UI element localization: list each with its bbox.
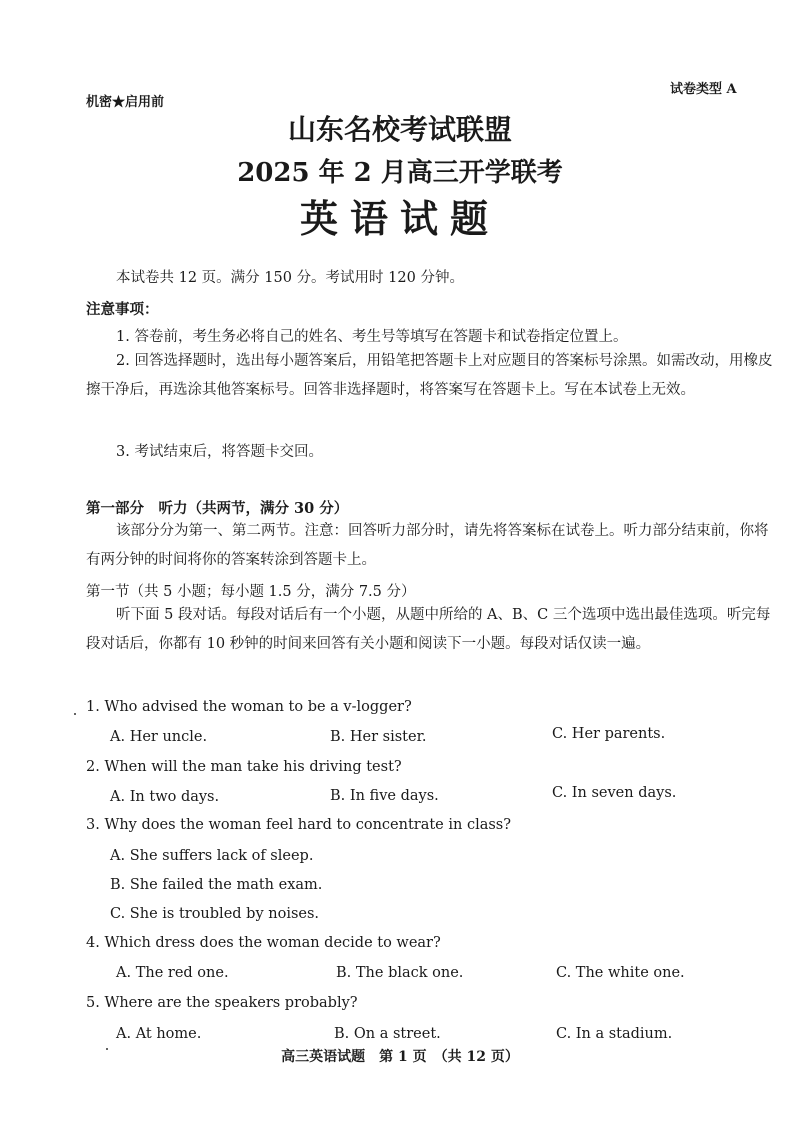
paper-type-label: 试卷类型 A bbox=[670, 82, 737, 97]
question-3: 3. Why does the woman feel hard to concentrate in class? bbox=[86, 817, 512, 833]
q4-option-a: A. The red one. bbox=[116, 965, 229, 981]
page-footer: 高三英语试题 第 1 页 （共 12 页） bbox=[281, 1049, 519, 1065]
question-1: 1. Who advised the woman to be a v-logger? bbox=[86, 699, 412, 715]
q5-option-a: A. At home. bbox=[116, 1026, 202, 1042]
q5-option-b: B. On a street. bbox=[334, 1026, 441, 1042]
section1-description: 听下面 5 段对话。每段对话后有一个小题，从题中所给的 A、B、C 三个选项中选出最佳选项。听完每段对话后，你都有 10 秒钟的时间来回答有关小题和阅读下一小题。每段对话仅读一遍。 bbox=[86, 607, 771, 652]
notes-heading: 注意事项： bbox=[86, 301, 159, 318]
scan-speck bbox=[106, 1048, 108, 1050]
question-4: 4. Which dress does the woman decide to wear? bbox=[86, 935, 441, 951]
note-item-1: 1. 答卷前，考生务必将自己的姓名、考生号等填写在答题卡和试卷指定位置上。 bbox=[116, 329, 628, 345]
scan-speck bbox=[74, 713, 76, 715]
note-item-3: 3. 考试结束后，将答题卡交回。 bbox=[116, 444, 323, 460]
question-5: 5. Where are the speakers probably? bbox=[86, 995, 358, 1011]
q2-option-b: B. In five days. bbox=[330, 788, 439, 804]
q3-option-b: B. She failed the math exam. bbox=[110, 877, 323, 893]
q1-option-c: C. Her parents. bbox=[552, 726, 666, 742]
note-item-2: 2. 回答选择题时，选出每小题答案后，用铅笔把答题卡上对应题目的答案标号涂黑。如需改动，用橡皮擦干净后，再选涂其他答案标号。回答非选择题时，将答案写在答题卡上。写在本试卷上无效。 bbox=[86, 353, 773, 398]
exam-session-title: 2025 年 2 月高三开学联考 bbox=[237, 158, 563, 188]
part1-heading: 第一部分 听力（共两节，满分 30 分） bbox=[86, 500, 349, 517]
part1-description: 该部分分为第一、第二两节。注意：回答听力部分时，请先将答案标在试卷上。听力部分结束前，你将有两分钟的时间将你的答案转涂到答题卡上。 bbox=[86, 523, 769, 568]
q1-option-b: B. Her sister. bbox=[330, 729, 427, 745]
q2-option-a: A. In two days. bbox=[110, 789, 220, 805]
q4-option-c: C. The white one. bbox=[556, 965, 685, 981]
q2-option-c: C. In seven days. bbox=[552, 785, 677, 801]
q1-option-a: A. Her uncle. bbox=[110, 729, 208, 745]
exam-subject-title: 英语试题 bbox=[299, 196, 500, 241]
confidential-label: 机密★启用前 bbox=[86, 95, 165, 110]
section1-heading: 第一节（共 5 小题；每小题 1.5 分，满分 7.5 分） bbox=[86, 584, 416, 600]
q3-option-c: C. She is troubled by noises. bbox=[110, 906, 320, 922]
q3-option-a: A. She suffers lack of sleep. bbox=[110, 848, 314, 864]
q5-option-c: C. In a stadium. bbox=[556, 1026, 673, 1042]
question-2: 2. When will the man take his driving test? bbox=[86, 759, 402, 775]
q4-option-b: B. The black one. bbox=[336, 965, 464, 981]
exam-organizer-title: 山东名校考试联盟 bbox=[287, 113, 512, 146]
exam-intro: 本试卷共 12 页。满分 150 分。考试用时 120 分钟。 bbox=[116, 270, 464, 286]
